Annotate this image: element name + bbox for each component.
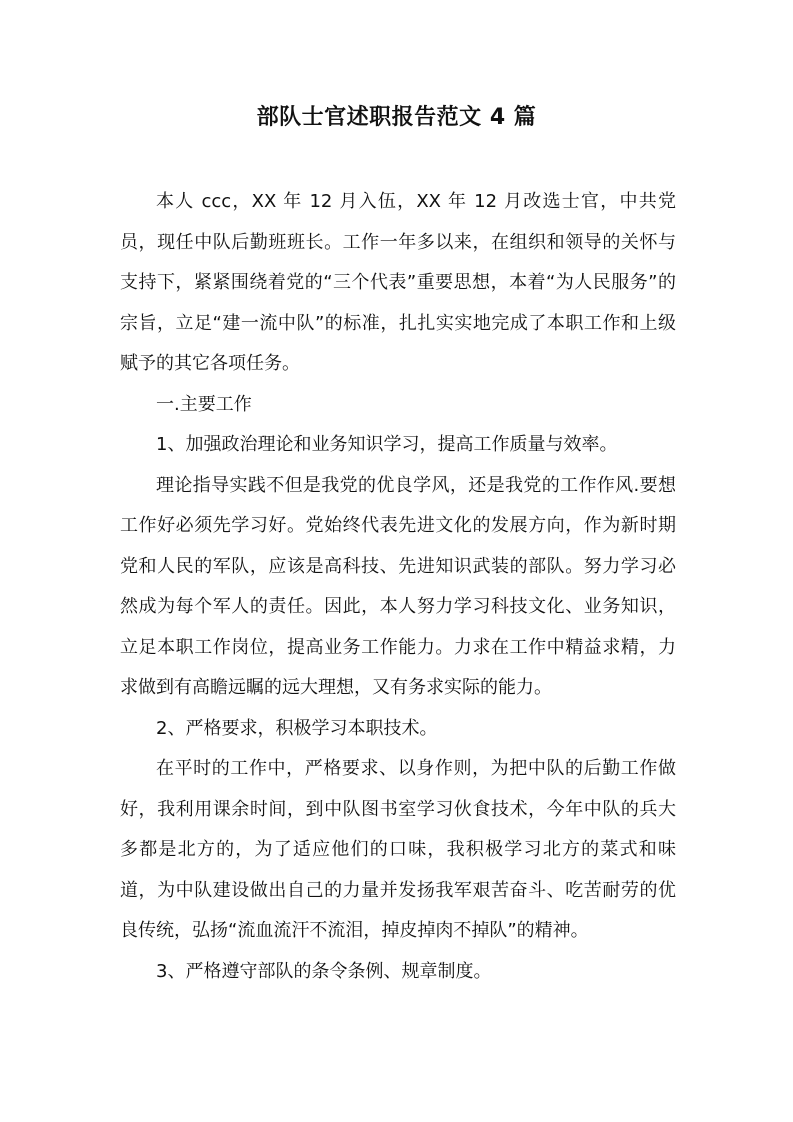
paragraph-daily-work: 在平时的工作中，严格要求、以身作则，为把中队的后勤工作做好，我利用课余时间，到中队图书室学习伙食技术，今年中队的兵大多都是北方的，为了适应他们的口味，我积极学习北方的菜式和味道，为中队建设做出自己的力量并发扬我军艰苦奋斗、吃苦耐劳的优良传统，弘扬“流血流汗不流泪，掉皮掉肉不掉队”的精神。 bbox=[120, 758, 676, 941]
document-title: 部队士官述职报告范文 4 篇 bbox=[256, 105, 537, 130]
item-heading-1: 1、加强政治理论和业务知识学习，提高工作质量与效率。 bbox=[156, 434, 618, 455]
paragraph-theory: 理论指导实践不但是我党的优良学风，还是我党的工作作风.要想工作好必须先学习好。党始终代表先进文化的发展方向，作为新时期党和人民的军队，应该是高科技、先进知识武装的部队。努力学习必然成为每个军人的责任。因此，本人努力学习科技文化、业务知识，立足本职工作岗位，提高业务工作能力。力求在工作中精益求精，力求做到有高瞻远瞩的远大理想，又有务求实际的能力。 bbox=[120, 474, 676, 698]
section-heading-main-work: 一.主要工作 bbox=[156, 393, 252, 415]
paragraph-intro: 本人 ccc，XX 年 12 月入伍，XX 年 12 月改选士官，中共党员，现任中队后勤班班长。工作一年多以来，在组织和领导的关怀与支持下，紧紧围绕着党的“三个代表”重要思想，本着“为人民服务”的宗旨，立足“建一流中队”的标准，扎扎实实地完成了本职工作和上级赋予的其它各项任务。 bbox=[120, 191, 676, 374]
item-heading-3: 3、严格遵守部队的条令条例、规章制度。 bbox=[156, 960, 492, 982]
item-heading-2: 2、严格要求，积极学习本职技术。 bbox=[156, 717, 438, 739]
document-body bbox=[120, 182, 676, 992]
